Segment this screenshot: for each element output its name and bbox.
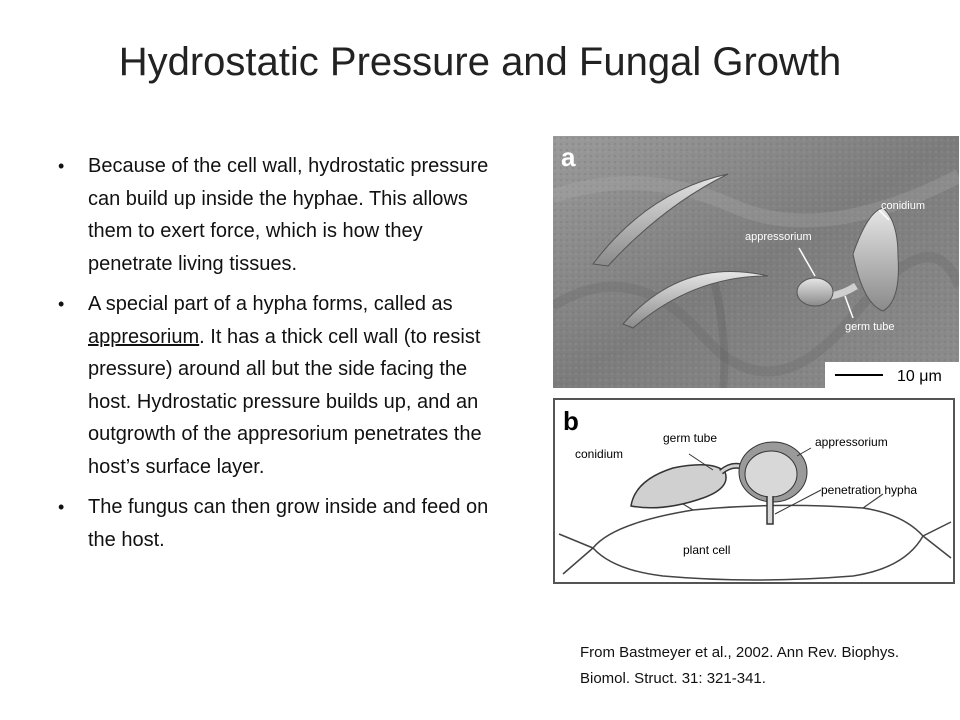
figure-panel-b-diagram — [553, 398, 955, 584]
panel-b-label-appressorium: appressorium — [815, 435, 888, 449]
panel-b-letter: b — [563, 406, 579, 436]
panel-a-label-conidium: conidium — [881, 200, 926, 212]
bullet-item — [58, 150, 508, 280]
bullet-dot: • — [58, 497, 65, 517]
panel-a-label-germ-tube: germ tube — [845, 321, 895, 333]
slide-title: Hydrostatic Pressure and Fungal Growth — [118, 40, 842, 84]
bullet-dot: • — [58, 156, 65, 176]
scale-bar-label: 10 μm — [897, 368, 942, 385]
figure-panel-a-micrograph — [553, 136, 959, 388]
panel-b-label-plant-cell: plant cell — [683, 543, 731, 557]
bullet-text: The fungus can then grow inside and feed on the host. — [88, 496, 489, 551]
panel-b-label-conidium: conidium — [575, 447, 624, 461]
bullet-text — [88, 293, 482, 478]
panel-b-label-germ-tube: germ tube — [663, 431, 718, 445]
panel-a-label-appressorium: appressorium — [745, 231, 812, 243]
panel-a-letter: a — [561, 142, 576, 172]
bullet-list — [58, 150, 508, 564]
bullet-text: Because of the cell wall, hydrostatic pressure can build up inside the hyphae. This allows them to exert force, which is how they penetrate living tissues. — [88, 155, 489, 275]
bullet-dot: • — [58, 294, 65, 314]
figure-citation: From Bastmeyer et al., 2002. Ann Rev. Biophys. Biomol. Struct. 31: 321-341. — [580, 644, 900, 687]
bullet-text-post: . It has a thick cell wall (to resist pressure) around all but the side facing the host. Hydrostatic pressure builds up, and an outgrowth of the appresorium penetrates the host’s surface layer. — [88, 325, 482, 478]
bullet-text-pre: A special part of a hypha forms, called as — [88, 293, 453, 315]
bullet-item — [58, 491, 508, 556]
panel-b-label-penetration-hypha: penetration hypha — [821, 483, 918, 497]
bullet-item — [58, 288, 508, 483]
appresorium-term: appresorium — [88, 325, 200, 348]
